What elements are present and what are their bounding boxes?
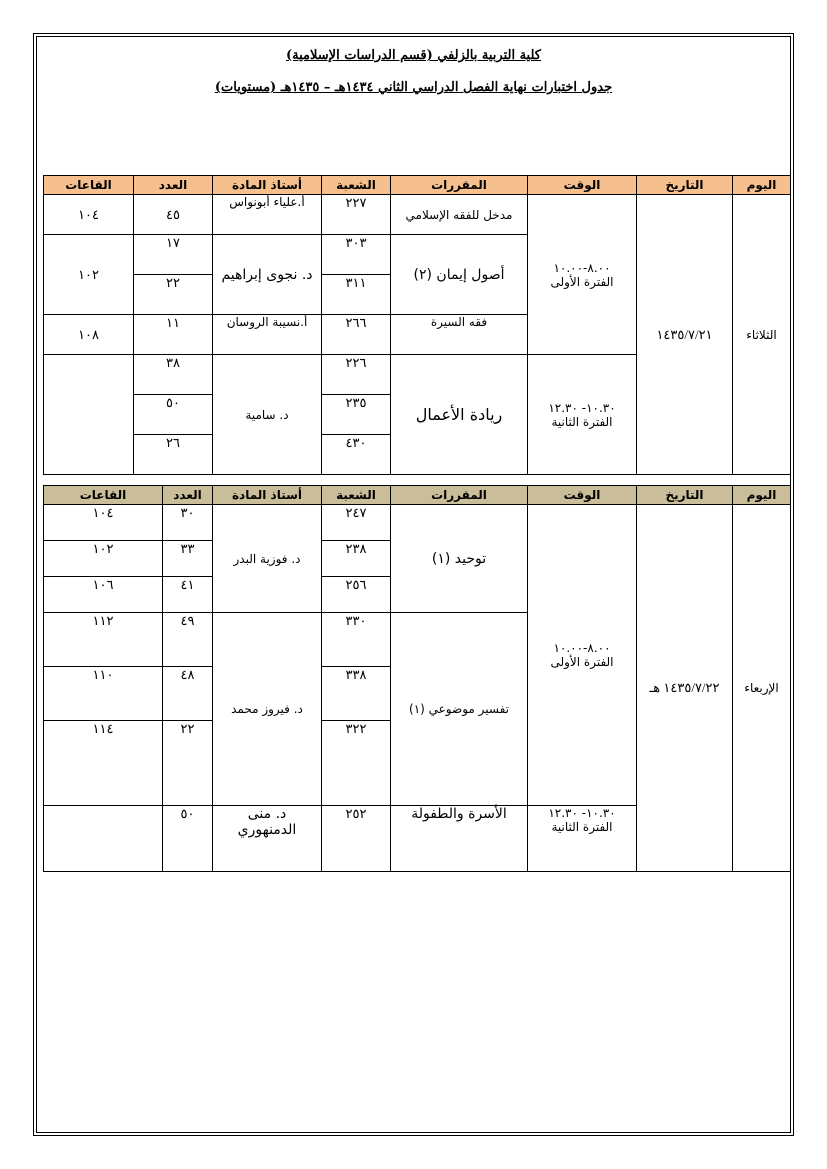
col-teacher: أستاذ المادة <box>213 176 322 195</box>
room-cell: ١٠٨ <box>44 315 134 355</box>
count-cell: ٣٠ <box>163 505 213 541</box>
count-cell: ٤٥ <box>134 195 213 235</box>
teacher-cell: د. فيروز محمد <box>213 613 322 806</box>
col-time: الوقت <box>528 176 637 195</box>
teacher-cell: د. فوزية البدر <box>213 505 322 613</box>
count-cell: ٢٦ <box>134 435 213 475</box>
col-rooms: القاعات <box>44 176 134 195</box>
section-cell: ٣٣٨ <box>322 667 391 721</box>
count-cell: ٤٩ <box>163 613 213 667</box>
table-row <box>44 505 791 541</box>
section-cell: ٢٤٧ <box>322 505 391 541</box>
period-label: الفترة الأولى <box>550 274 614 289</box>
period-time: ١٠.٣٠- ١٢.٣٠ <box>548 400 616 415</box>
course-cell: توحيد (١) <box>391 505 528 613</box>
section-cell: ٢٦٦ <box>322 315 391 355</box>
period-time: ٨.٠٠-١٠.٠٠ <box>553 260 611 275</box>
col-section: الشعبة <box>322 176 391 195</box>
teacher-cell: د. نجوى إبراهيم <box>213 235 322 315</box>
col-section: الشعبة <box>322 486 391 505</box>
date-cell: ١٤٣٥/٧/٢١ <box>637 195 733 475</box>
day-cell: الثلاثاء <box>733 195 791 475</box>
exam-table-tuesday <box>43 175 791 475</box>
count-cell: ٣٨ <box>134 355 213 395</box>
table-header-row <box>44 486 791 505</box>
table-header-row <box>44 176 791 195</box>
room-cell: ١١٢ <box>44 613 163 667</box>
course-cell: تفسير موضوعي (١) <box>391 613 528 806</box>
section-cell: ٣٠٣ <box>322 235 391 275</box>
teacher-cell: أ.علياء أبونواس <box>213 195 322 235</box>
teacher-cell: د. سامية <box>213 355 322 475</box>
section-cell: ٢٢٦ <box>322 355 391 395</box>
count-cell: ١٧ <box>134 235 213 275</box>
teacher-cell: د. منى الدمنهوري <box>213 806 322 872</box>
date-cell: ١٤٣٥/٧/٢٢ هـ <box>637 505 733 872</box>
col-count: العدد <box>134 176 213 195</box>
table-row <box>44 195 791 235</box>
room-cell <box>44 355 134 475</box>
page-title: كلية التربية بالزلفي (قسم الدراسات الإسلامية) <box>286 48 541 63</box>
period-cell <box>528 355 637 475</box>
col-rooms: القاعات <box>44 486 163 505</box>
count-cell: ٥٠ <box>134 395 213 435</box>
section-cell: ٢٣٥ <box>322 395 391 435</box>
room-cell: ١٠٦ <box>44 577 163 613</box>
room-cell: ١١٤ <box>44 721 163 806</box>
section-cell: ٢٣٨ <box>322 541 391 577</box>
room-cell: ١١٠ <box>44 667 163 721</box>
period-time: ١٠.٣٠- ١٢.٣٠ <box>548 806 616 820</box>
teacher-cell: أ.نسيبة الروسان <box>213 315 322 355</box>
section-cell: ٢٥٦ <box>322 577 391 613</box>
count-cell: ٤٨ <box>163 667 213 721</box>
count-cell: ٤١ <box>163 577 213 613</box>
col-day: اليوم <box>733 176 791 195</box>
course-cell: فقه السيرة <box>391 315 528 355</box>
exam-table-wednesday <box>43 485 791 872</box>
col-date: التاريخ <box>637 486 733 505</box>
col-courses: المقررات <box>391 486 528 505</box>
col-time: الوقت <box>528 486 637 505</box>
period-time: ٨.٠٠-١٠.٠٠ <box>553 641 611 655</box>
period-cell <box>528 505 637 806</box>
section-cell: ٣٣٠ <box>322 613 391 667</box>
count-cell: ١١ <box>134 315 213 355</box>
count-cell: ٢٢ <box>134 275 213 315</box>
page-subtitle: جدول اختبارات نهاية الفصل الدراسي الثاني ١٤٣٤هـ – ١٤٣٥هـ (مستويات) <box>214 80 613 95</box>
course-cell: مدخل للفقه الإسلامي <box>391 195 528 235</box>
period-cell <box>528 806 637 872</box>
section-cell: ٣٢٢ <box>322 721 391 806</box>
period-label: الفترة الثانية <box>551 414 613 429</box>
day-cell: الإربعاء <box>733 505 791 872</box>
room-cell: ١٠٤ <box>44 195 134 235</box>
section-cell: ٣١١ <box>322 275 391 315</box>
room-cell <box>44 806 163 872</box>
period-label: الفترة الأولى <box>550 655 614 669</box>
room-cell: ١٠٤ <box>44 505 163 541</box>
count-cell: ٣٣ <box>163 541 213 577</box>
room-cell: ١٠٢ <box>44 541 163 577</box>
period-cell <box>528 195 637 355</box>
count-cell: ٢٢ <box>163 721 213 806</box>
col-teacher: أستاذ المادة <box>213 486 322 505</box>
section-cell: ٢٥٢ <box>322 806 391 872</box>
room-cell: ١٠٢ <box>44 235 134 315</box>
section-cell: ٤٣٠ <box>322 435 391 475</box>
col-date: التاريخ <box>637 176 733 195</box>
col-courses: المقررات <box>391 176 528 195</box>
count-cell: ٥٠ <box>163 806 213 872</box>
course-cell: أصول إيمان (٢) <box>391 235 528 315</box>
section-cell: ٢٢٧ <box>322 195 391 235</box>
col-day: اليوم <box>733 486 791 505</box>
col-count: العدد <box>163 486 213 505</box>
course-cell: ريادة الأعمال <box>391 355 528 475</box>
period-label: الفترة الثانية <box>551 820 613 834</box>
course-cell: الأسرة والطفولة <box>391 806 528 872</box>
